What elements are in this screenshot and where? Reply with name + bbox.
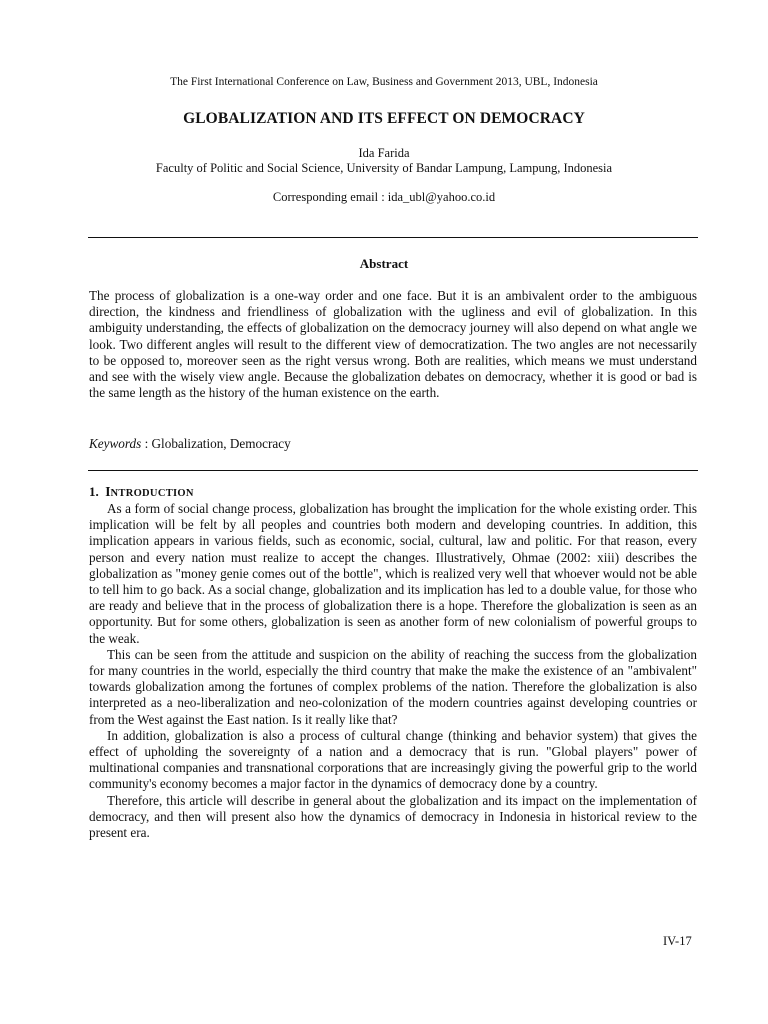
section-heading-initial: I (105, 484, 111, 499)
section-heading-introduction (89, 484, 194, 500)
abstract-text: The process of globalization is a one-way order and one face. But it is an ambivalent order to the ambiguous direction, the kindness and friendliness of globalization with the ugliness and evil of globalization. In this ambiguity understanding, the effects of globalization on the democracy journey will also depend on what angle we look. Two different angles will result to the different view of democratization. The two angles are not necessarily to be opposed to, moreover seen as the right versus wrong. Both are realities, which means we must understand and see with the wisely view angle. Because the globalization debates on democracy, whether it is good or bad is the same length as the history of the human existence on the earth. (89, 288, 697, 401)
intro-paragraph: This can be seen from the attitude and suspicion on the ability of reaching the success from the globalization for many countries in the world, especially the third country that make the make the existence of an "ambivalent" towards globalization among the fortunes of complex problems of the nation. Therefore the globalization is also interpreted as a neo-liberalization and neo-colonization of the modern countries against developing countries or from the West against the East nation. Is it really like that? (89, 646, 697, 727)
page-number: IV-17 (663, 934, 692, 948)
author-affiliation: Faculty of Politic and Social Science, University of Bandar Lampung, Lampung, Indonesia (155, 161, 613, 175)
bottom-divider (88, 470, 698, 471)
top-divider (88, 237, 698, 238)
intro-paragraph: Therefore, this article will describe in general about the globalization and its impact on the implementation of democracy, and then will present also how the dynamics of democracy in Indonesia in historical review to the present era. (89, 792, 697, 841)
section-heading-rest: NTRODUCTION (110, 488, 194, 499)
introduction-body (89, 501, 697, 841)
keywords-value: Globalization, Democracy (151, 436, 291, 451)
keywords-line (89, 436, 697, 452)
author-name: Ida Farida (358, 146, 410, 160)
paper-title: GLOBALIZATION AND ITS EFFECT ON DEMOCRACY (183, 110, 585, 127)
conference-header: The First International Conference on Law, Business and Government 2013, UBL, Indonesia (170, 76, 598, 88)
intro-paragraph: In addition, globalization is also a process of cultural change (thinking and behavior system) that gives the effect of upholding the sovereignty of a nation and a democracy that is run. "Global players" power of multinational companies and transnational corporations that are increasingly giving the powerful grip to the world community's economy becomes a major factor in the dynamics of democracy done by a country. (89, 727, 697, 792)
keywords-separator: : (141, 436, 152, 451)
intro-paragraph: As a form of social change process, globalization has brought the implication for the whole existing order. This implication will be felt by all peoples and countries both modern and developing countries. In addition, this implication appears in various fields, such as economic, social, cultural, law and politic. For that reason, every person and every nation must realize to accept the changes. Illustratively, Ohmae (2002: xiii) describes the globalization as "money genie comes out of the bottle", which is realized very well that whoever would not be able to tell him to go back. As a social change, globalization and its implication has led to a double value, for those who are ready and believe that in the process of globalization there is a hope. Therefore the globalization is seen as an opportunity. But for some others, globalization is seen as another form of new colonialism of powerful groups to the weak. (89, 501, 697, 646)
keywords-label: Keywords (89, 436, 142, 451)
corresponding-email: Corresponding email : ida_ubl@yahoo.co.id (272, 190, 496, 204)
abstract-heading: Abstract (359, 256, 409, 271)
section-number: 1. (89, 484, 99, 499)
